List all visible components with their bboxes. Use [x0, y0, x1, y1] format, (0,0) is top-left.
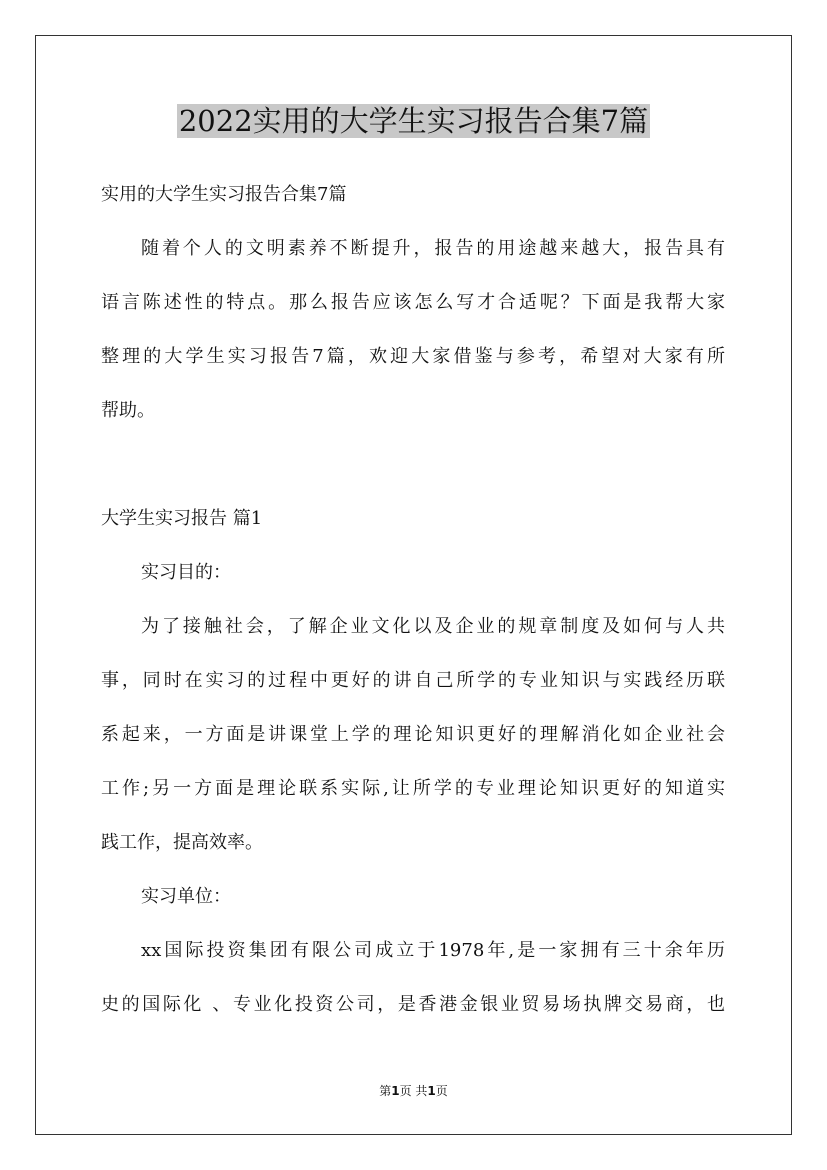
footer-page-current: 1: [391, 1084, 400, 1098]
unit-line-2: 史的国际化 、专业化投资公司，是香港金银业贸易场执牌交易商，也: [101, 994, 725, 1015]
document-title: [0, 100, 827, 142]
purpose-line-5: 践工作，提高效率。: [101, 832, 263, 853]
intro-line-1: 随着个人的文明素养不断提升，报告的用途越来越大，报告具有: [141, 238, 725, 259]
intro-line-3: 整理的大学生实习报告7篇，欢迎大家借鉴与参考，希望对大家有所: [101, 346, 725, 367]
purpose-line-3: 系起来，一方面是讲课堂上学的理论知识更好的理解消化如企业社会: [101, 724, 725, 745]
footer-page-prefix: 第: [379, 1084, 392, 1098]
unit-label: 实习单位：: [141, 886, 231, 907]
purpose-line-1: 为了接触社会，了解企业文化以及企业的规章制度及如何与人共: [141, 616, 725, 637]
purpose-line-2: 事，同时在实习的过程中更好的讲自己所学的专业知识与实践经历联: [101, 670, 725, 691]
purpose-line-4: 工作;另一方面是理论联系实际,让所学的专业理论知识更好的知道实: [101, 778, 725, 799]
section-heading: 大学生实习报告 篇1: [101, 508, 263, 529]
footer-page-mid: 页 共: [399, 1084, 428, 1098]
unit-line-1: xx国际投资集团有限公司成立于1978年,是一家拥有三十余年历: [141, 940, 725, 961]
intro-line-2: 语言陈述性的特点。那么报告应该怎么写才合适呢？下面是我帮大家: [101, 292, 725, 313]
footer-page-total: 1: [427, 1084, 436, 1098]
document-title-text: 2022实用的大学生实习报告合集7篇: [178, 104, 649, 138]
purpose-label: 实习目的：: [141, 562, 231, 583]
document-subtitle: 实用的大学生实习报告合集7篇: [101, 184, 347, 205]
footer-page-suffix: 页: [435, 1084, 448, 1098]
page-footer: [0, 1082, 827, 1100]
intro-line-4: 帮助。: [101, 400, 155, 421]
